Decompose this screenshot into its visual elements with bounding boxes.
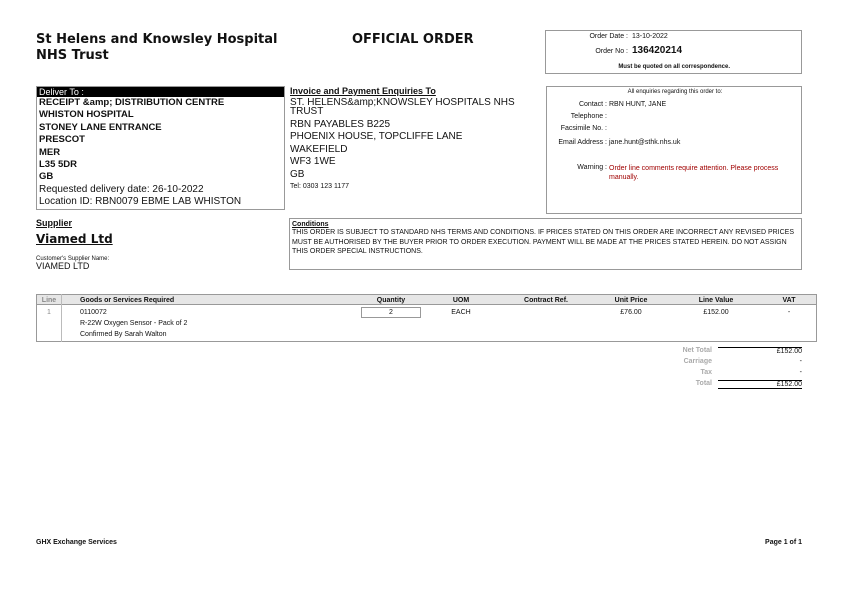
col-header-line: Line	[41, 297, 57, 304]
col-header-line-value: Line Value	[698, 297, 734, 304]
order-info-box	[545, 30, 802, 74]
col-header-uom: UOM	[452, 297, 470, 304]
total-label: Total	[695, 380, 712, 387]
row-unit-price: £76.00	[620, 309, 642, 316]
conditions-heading: Conditions	[292, 221, 329, 228]
tax-value: -	[799, 369, 802, 376]
invoice-heading: Invoice and Payment Enquiries To	[290, 86, 436, 96]
supplier-name: Viamed Ltd	[36, 232, 113, 246]
requested-delivery-date: Requested delivery date: 26-10-2022	[39, 183, 204, 195]
deliver-line: L35 5DR	[39, 159, 78, 171]
col-header-unit-price: Unit Price	[614, 297, 648, 304]
order-date-value: 13-10-2022	[632, 33, 668, 40]
order-date-label: Order Date :	[589, 33, 628, 40]
row-vat: -	[787, 309, 791, 316]
document-title: OFFICIAL ORDER	[352, 32, 474, 47]
email-label: Email Address :	[558, 139, 607, 146]
column-divider	[61, 294, 62, 342]
invoice-line: WF3 1WE	[290, 156, 336, 168]
conditions-text: THIS ORDER IS SUBJECT TO STANDARD NHS TERMS AND CONDITIONS. IF PRICES STATED ON THIS ORDER ARE INCORRECT ANY REVISED PRICES MUST BE AUTHORISED BY THE BUYER PRIOR TO ORDER EXECUTION. PAYMENT WILL BE MADE AT THE PRICES STATED HEREIN. DO NOT ASSIGN THIS ORDER SPECIAL INSTRUCTIONS.	[292, 229, 795, 255]
order-quote-note: Must be quoted on all correspondence.	[618, 64, 730, 70]
footer-left: GHX Exchange Services	[36, 539, 117, 546]
telephone-label: Telephone :	[570, 113, 607, 120]
deliver-line: GB	[39, 171, 54, 183]
deliver-line: PRESCOT	[39, 134, 85, 146]
totals-section	[640, 347, 802, 392]
invoice-line: TRUST	[290, 106, 324, 117]
carriage-value: -	[799, 358, 802, 365]
contact-value: RBN HUNT, JANE	[609, 101, 667, 108]
hospital-name	[36, 32, 277, 64]
page-number: Page 1 of 1	[765, 539, 802, 546]
tax-label: Tax	[700, 369, 712, 376]
enquiries-box	[546, 86, 802, 214]
row-line-number: 1	[47, 309, 51, 316]
totals-row	[640, 347, 802, 358]
col-header-vat: VAT	[782, 297, 796, 304]
invoice-tel: Tel: 0303 123 1177	[290, 183, 350, 191]
supplier-heading: Supplier	[36, 218, 73, 228]
contact-label: Contact :	[578, 101, 607, 108]
totals-row	[640, 358, 802, 369]
invoice-line: WAKEFIELD	[290, 143, 348, 155]
col-header-quantity: Quantity	[376, 297, 406, 304]
row-quantity: 2	[361, 307, 421, 318]
row-line-value: £152.00	[703, 309, 729, 316]
deliver-to-heading: Deliver To :	[37, 87, 284, 97]
invoice-line: ST. HELENS&amp;KNOWSLEY HOSPITALS NHS	[290, 97, 515, 108]
deliver-line: MER	[39, 146, 61, 158]
hospital-name-line1: St Helens and Knowsley Hospital	[36, 32, 278, 47]
net-total-value: £152.00	[718, 347, 802, 355]
invoice-line: PHOENIX HOUSE, TOPCLIFFE LANE	[290, 131, 463, 143]
enquiries-heading: All enquiries regarding this order to:	[627, 89, 723, 95]
row-confirmed-by: Confirmed By Sarah Walton	[80, 331, 167, 338]
order-no-label: Order No :	[595, 48, 628, 55]
customer-supplier-value: VIAMED LTD	[36, 261, 90, 271]
deliver-address	[39, 97, 241, 209]
location-id: Location ID: RBN0079 EBME LAB WHISTON	[39, 196, 242, 208]
row-code: 0110072	[80, 309, 107, 316]
total-value: £152.00	[718, 380, 802, 389]
warning-label: Warning :	[577, 164, 607, 171]
invoice-section	[290, 86, 545, 190]
row-uom: EACH	[451, 309, 471, 316]
carriage-label: Carriage	[683, 358, 712, 365]
col-header-contract: Contract Ref.	[524, 297, 568, 304]
deliver-line: RECEIPT &amp; DISTRIBUTION CENTRE	[39, 97, 225, 108]
order-no-value: 136420214	[632, 45, 683, 56]
totals-row	[640, 380, 802, 392]
email-value[interactable]: jane.hunt@sthk.nhs.uk	[609, 139, 681, 146]
deliver-line: STONEY LANE ENTRANCE	[39, 121, 162, 133]
invoice-line: GB	[290, 168, 305, 180]
deliver-line: WHISTON HOSPITAL	[39, 109, 134, 121]
row-description: R-22W Oxygen Sensor - Pack of 2	[80, 320, 188, 327]
deliver-to-box	[36, 86, 285, 210]
invoice-line: RBN PAYABLES B225	[290, 119, 391, 130]
conditions-box	[289, 218, 802, 270]
totals-row	[640, 369, 802, 380]
supplier-section	[36, 218, 286, 271]
net-total-label: Net Total	[682, 347, 712, 354]
warning-value: Order line comments require attention. Please process manually.	[609, 165, 779, 181]
col-header-goods: Goods or Services Required	[80, 297, 175, 304]
customer-supplier-label: Customer's Supplier Name:	[36, 256, 110, 262]
facsimile-label: Facsimile No. :	[560, 125, 607, 132]
hospital-name-line2: NHS Trust	[36, 48, 109, 63]
